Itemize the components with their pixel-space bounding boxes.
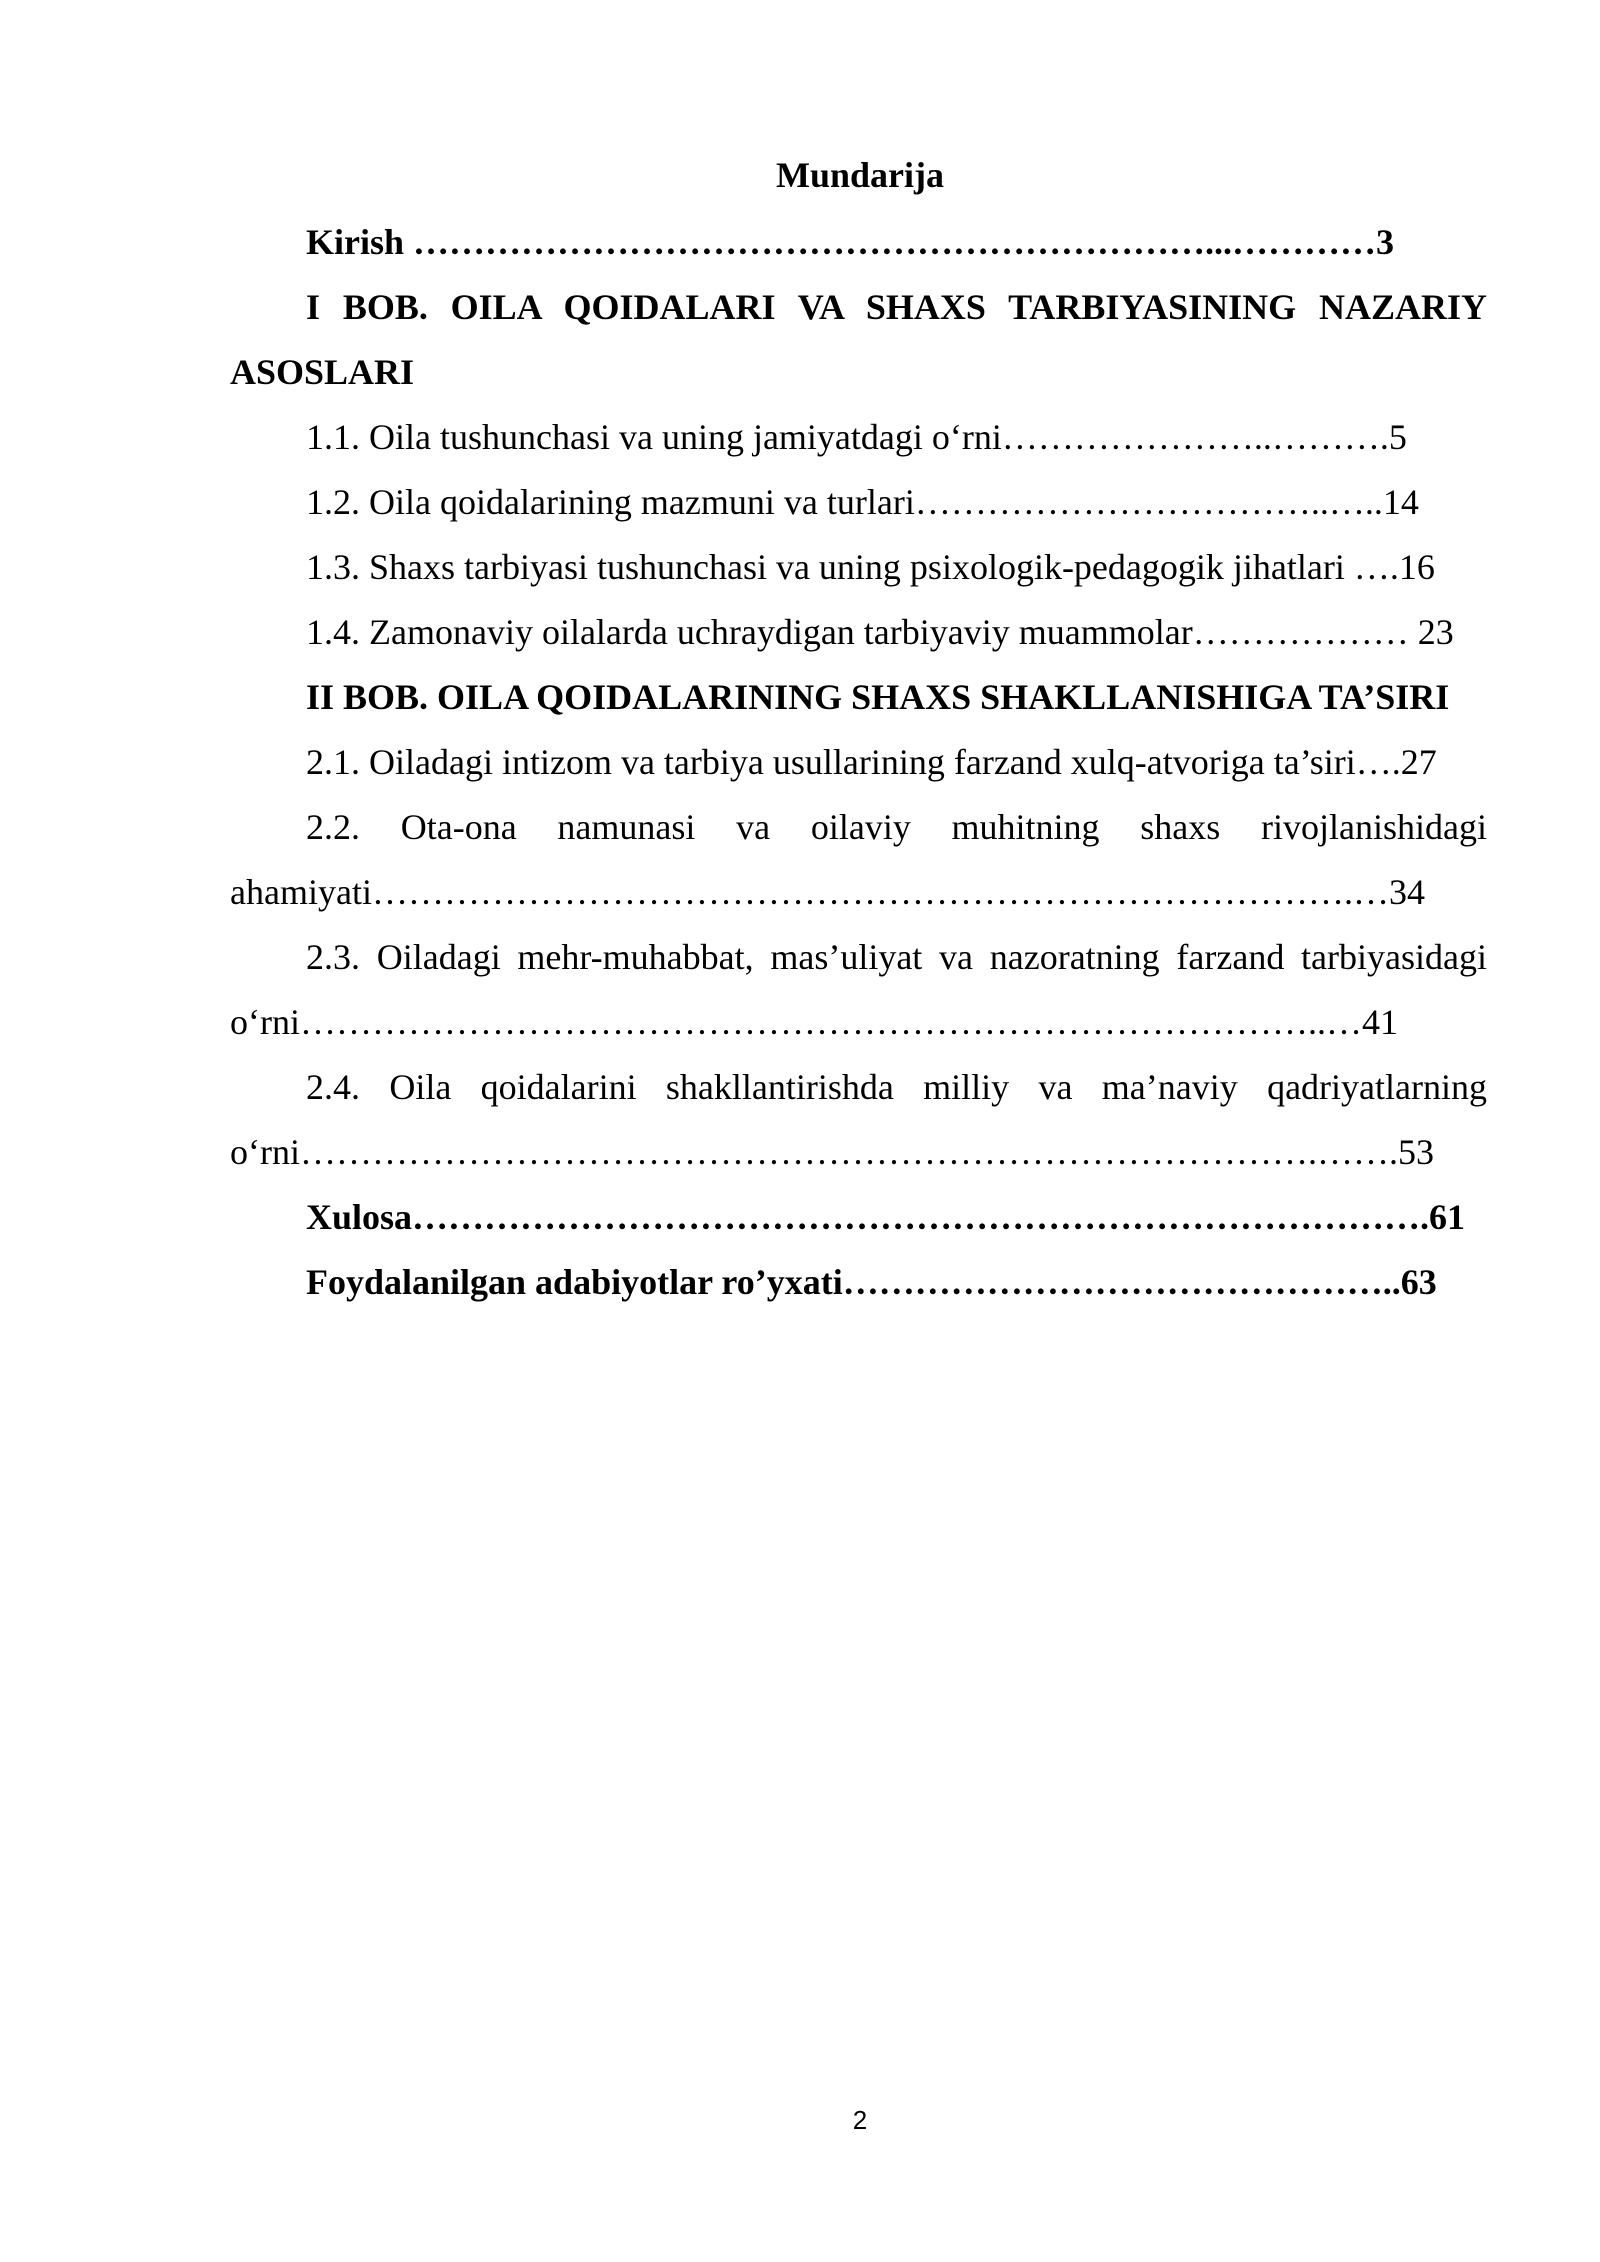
toc-entry-2-2: 2.2. Ota-ona namunasi va oilaviy muhitning shaxs rivojlanishidagi ahamiyati……………………………………………………………………….…34 bbox=[230, 807, 1487, 912]
toc-entry-2-4: 2.4. Oila qoidalarini shakllantirishda milliy va ma’naviy qadriyatlarning o‘rni………………………………………………………………………….…….53 bbox=[230, 1067, 1487, 1172]
toc-entry-1-1: 1.1. Oila tushunchasi va uning jamiyatdagi o‘rni…………………..……….5 bbox=[306, 417, 1407, 457]
toc-entry-bibliography: Foydalanilgan adabiyotlar ro’yxati………………………………………..63 bbox=[306, 1262, 1437, 1302]
toc-entry-1-3: 1.3. Shaxs tarbiyasi tushunchasi va uning psixologik-pedagogik jihatlari ….16 bbox=[306, 547, 1435, 587]
toc-entry-1-4: 1.4. Zamonaviy oilalarda uchraydigan tarbiyaviy muammolar……………… 23 bbox=[306, 612, 1454, 652]
toc-entry-kirish: Kirish …………………………………………………………...…………3 bbox=[306, 222, 1395, 262]
toc-title: Mundarija bbox=[775, 155, 944, 195]
page-number: 2 bbox=[852, 2105, 868, 2135]
table-of-contents bbox=[230, 210, 1487, 1315]
toc-entry-1-2: 1.2. Oila qoidalarining mazmuni va turlari……………………………..…..14 bbox=[306, 482, 1419, 522]
toc-entry-2-1: 2.1. Oiladagi intizom va tarbiya usullarining farzand xulq-atvoriga ta’siri….27 bbox=[306, 742, 1437, 782]
toc-chapter-1-heading: I BOB. OILA QOIDALARI VA SHAXS TARBIYASINING NAZARIY ASOSLARI bbox=[230, 287, 1487, 392]
toc-entry-2-3: 2.3. Oiladagi mehr-muhabbat, mas’uliyat va nazoratning farzand tarbiyasidagi o‘rni…………………………………………………………………………..…41 bbox=[230, 937, 1487, 1042]
toc-entry-xulosa: Xulosa………………………………………………………………………….61 bbox=[306, 1197, 1466, 1237]
toc-chapter-2-heading: II BOB. OILA QOIDALARINING SHAXS SHAKLLANISHIGA TA’SIRI bbox=[306, 677, 1450, 717]
